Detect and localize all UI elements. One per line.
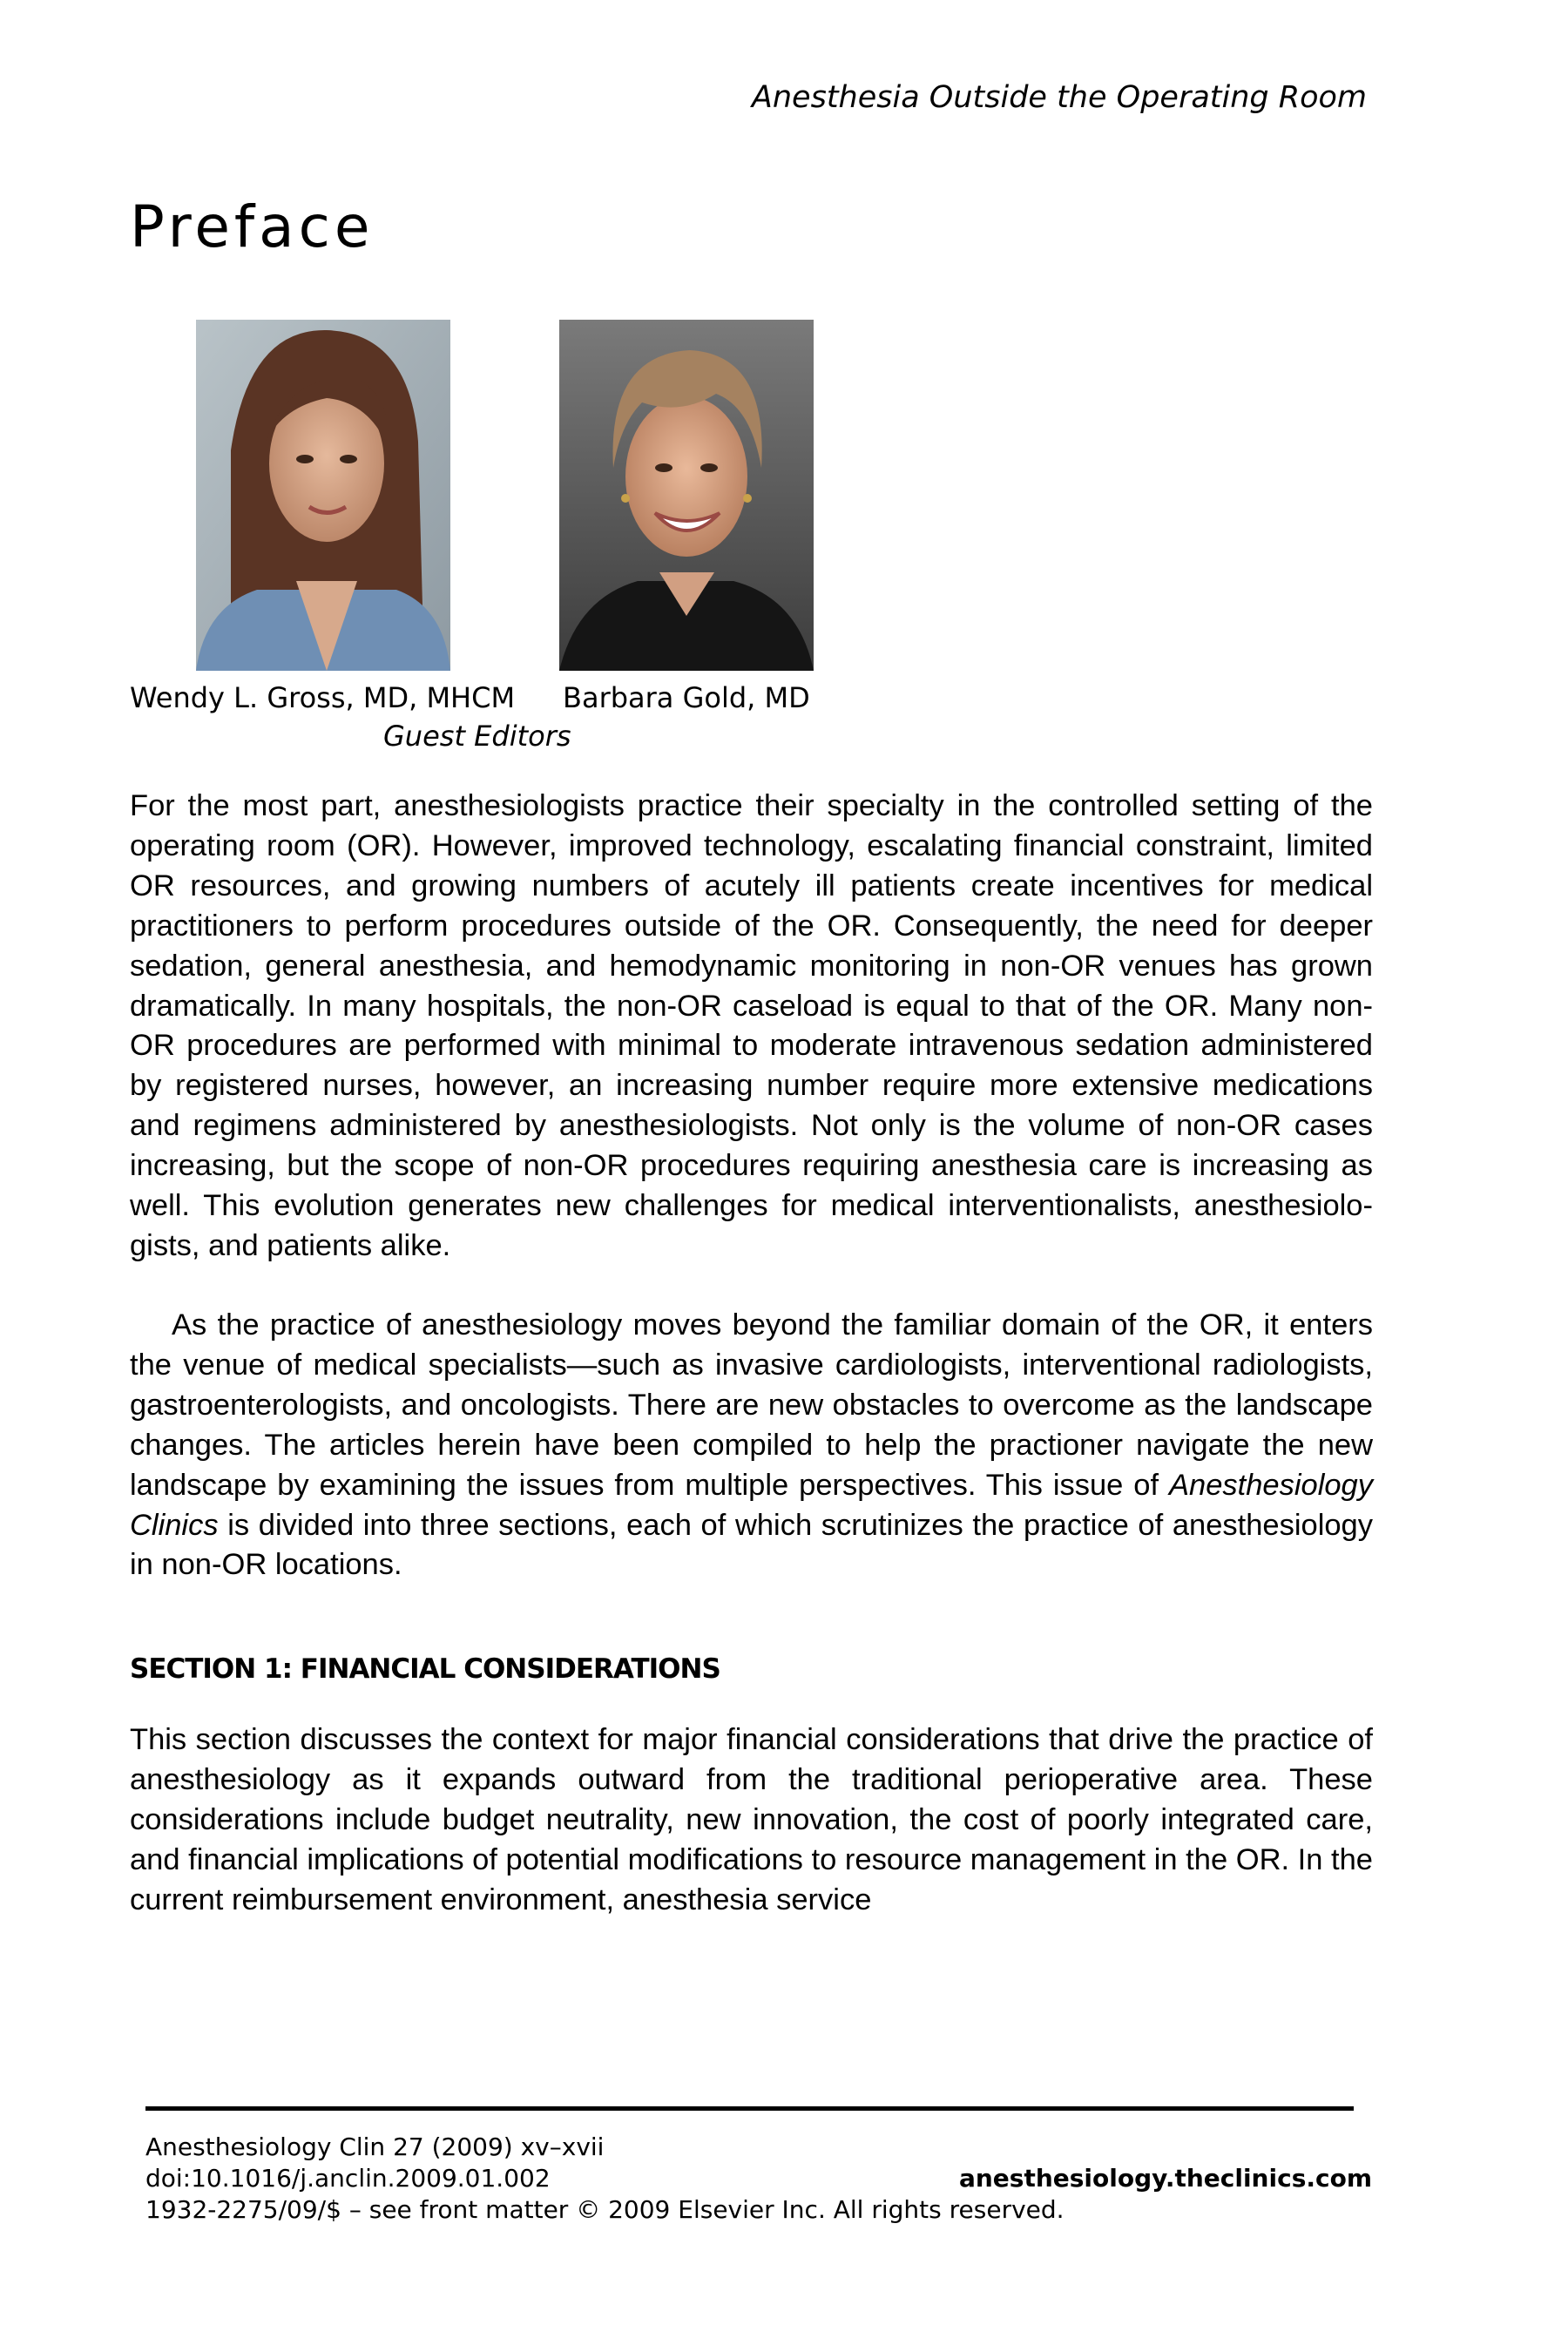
footer-url: anesthesiology.theclinics.com — [958, 2164, 1372, 2193]
footer-citation: Anesthesiology Clin 27 (2009) xv–xvii — [145, 2132, 605, 2161]
editor-photo-gross — [196, 320, 450, 671]
editors-role: Guest Editors — [383, 720, 571, 753]
body-paragraph-2 — [130, 1306, 1373, 1585]
editor-name-gross: Wendy L. Gross, MD, MHCM — [130, 681, 516, 714]
paragraph-text-part: As the practice of anesthesiology moves beyond the familiar domain of the OR, it enters the venue of medical specialists—such as invasive cardiologists, interventional radiologists, gastroenterologists, and oncologists. There are new obstacles to overcome as the landscape changes. The articles herein have been compiled to help the practioner navigate the new landscape by examining the issues from multiple perspectives. This issue of — [130, 1308, 1373, 1502]
editor-photo-gold — [559, 320, 814, 671]
page-title: Preface — [130, 193, 375, 260]
paragraph-text-part: is divided into three sections, each of which scrutinizes the practice of anesthesiology in non-OR locations. — [130, 1508, 1373, 1582]
footer-divider — [145, 2106, 1354, 2111]
footer-doi: doi:10.1016/j.anclin.2009.01.002 — [145, 2164, 551, 2193]
paragraph-text: This section discusses the context for major financial considerations that drive the practice of anesthesiology as it expands outward from the traditional perioperative area. These considerations include budget neutrality, new innovation, the cost of poorly integrated care, and financial implications of potential modifications to resource management in the OR. In the current reimbursement environment, anesthesia service — [130, 1723, 1373, 1916]
section-heading: SECTION 1: FINANCIAL CONSIDERATIONS — [130, 1653, 720, 1685]
footer-copyright: 1932-2275/09/$ – see front matter © 2009 Elsevier Inc. All rights reserved. — [145, 2195, 1064, 2224]
paragraph-text: For the most part, anesthesiologists practice their specialty in the controlled setting of the operating room (OR). However, improved technology, escalating financial constraint, limited OR resources, and growing numbers of acutely ill patients create incentives for medical practitioners to perform procedures outside of the OR. Consequently, the need for deeper sedation, general anesthesia, and hemodynamic monitoring in non-OR venues has grown dramatically. In many hospitals, the non-OR caseload is equal to that of the OR. Many non-OR procedures are performed with minimal to moderate intravenous sedation administered by registered nurses, however, an increasing number require more extensive medications and regimens administered by anesthesiologists. Not only is the volume of non-OR cases increasing, but the scope of non-OR procedures requiring anesthesia care is increasing as well. This evolution generates new challenges for medical interventionalists, anesthesiologists, and patients alike. — [130, 789, 1373, 1262]
body-paragraph-1 — [130, 787, 1373, 1267]
journal-title: Anesthesiology Clinics — [130, 1468, 1373, 1542]
running-head: Anesthesia Outside the Operating Room — [751, 80, 1367, 115]
paragraph-text — [130, 1306, 1373, 1585]
editor-name-gold: Barbara Gold, MD — [563, 681, 810, 714]
body-paragraph-3 — [130, 1720, 1373, 1921]
